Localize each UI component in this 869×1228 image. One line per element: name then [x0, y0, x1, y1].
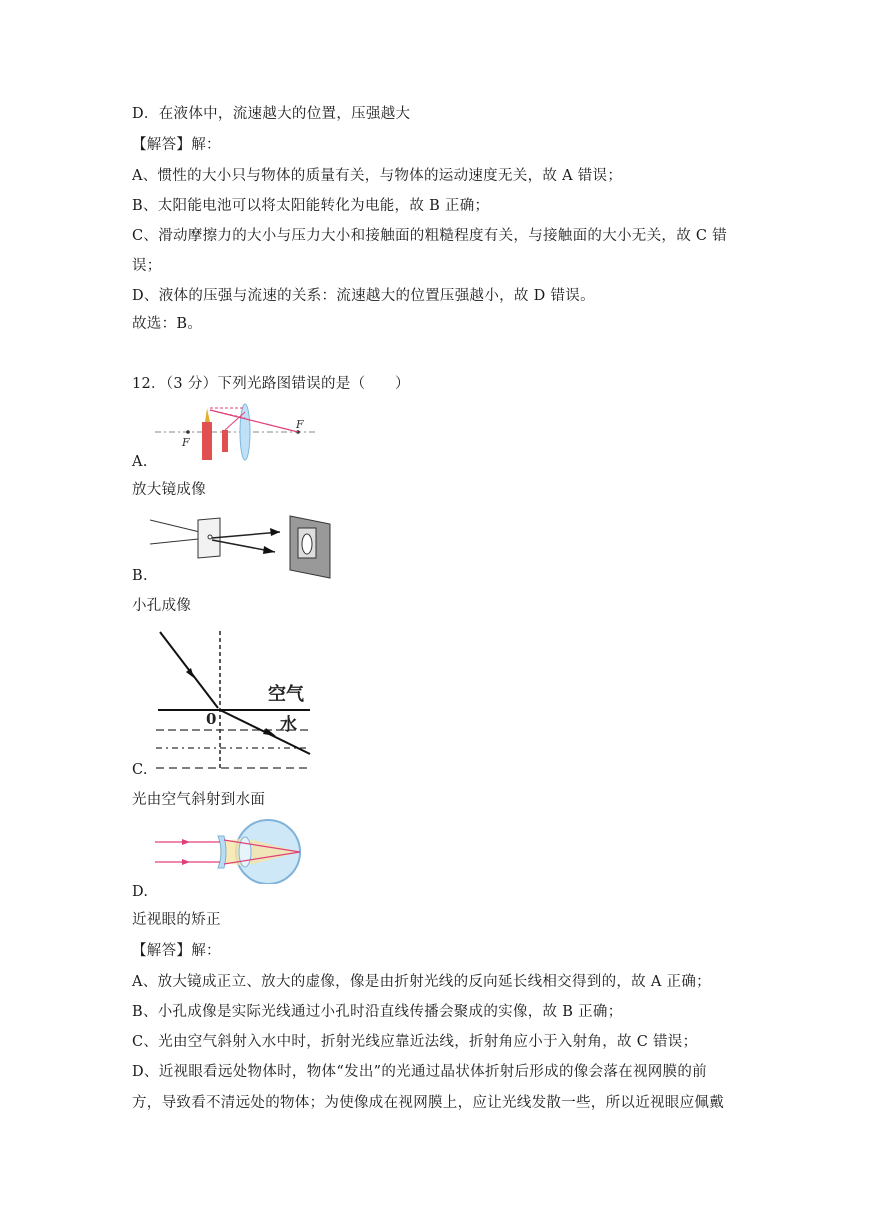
q12-explanation-b: B、小孔成像是实际光线通过小孔时沿直线传播会聚成的实像，故 B 正确； [132, 1004, 623, 1020]
option-d-letter: D. [132, 884, 149, 900]
option-a-letter: A. [132, 454, 148, 470]
pinhole-diagram [150, 512, 340, 582]
eye-lens [239, 837, 251, 867]
air-label: 空气 [268, 684, 304, 705]
option-b-letter: B. [132, 568, 148, 584]
concave-lens [218, 836, 226, 868]
explanation-b: B、太阳能电池可以将太阳能转化为电能，故 B 正确； [132, 198, 490, 214]
magnifier-diagram [150, 400, 320, 464]
answer-label: 【解答】解： [132, 137, 221, 153]
answer-label-12: 【解答】解： [132, 943, 221, 959]
q12-explanation-a: A、放大镜成正立、放大的虚像，像是由折射光线的反向延长线相交得到的，故 A 正确； [132, 974, 711, 990]
explanation-d: D、液体的压强与流速的关系：流速越大的位置压强越小，故 D 错误。 [132, 288, 595, 304]
refraction-diagram [150, 626, 320, 776]
option-d-caption: 近视眼的矫正 [132, 912, 221, 928]
option-a-caption: 放大镜成像 [132, 482, 206, 498]
option-d-text: D．在液体中，流速越大的位置，压强越大 [132, 106, 411, 122]
question-12-stem: 12．（3 分）下列光路图错误的是（ ） [132, 376, 410, 392]
focus-label-right: F [296, 418, 304, 431]
q12-explanation-c: C、光由空气斜射入水中时，折射光线应靠近法线，折射角应小于入射角，故 C 错误； [132, 1034, 698, 1050]
answer-choice: 故选：B。 [132, 316, 203, 332]
image-candle [202, 422, 212, 460]
eye-diagram [150, 818, 310, 884]
option-b-caption: 小孔成像 [132, 598, 192, 614]
explanation-c-cont: 误； [132, 258, 162, 274]
water-label: 水 [280, 715, 297, 735]
explanation-a: A、惯性的大小只与物体的质量有关，与物体的运动速度无关，故 A 错误； [132, 168, 623, 184]
point-o-label: 0 [206, 710, 217, 728]
q12-explanation-d: D、近视眼看远处物体时，物体“发出”的光通过晶状体折射后形成的像会落在视网膜的前 [132, 1064, 707, 1080]
object-candle [222, 430, 228, 452]
option-c-caption: 光由空气斜射到水面 [132, 792, 266, 808]
refracted-ray [210, 410, 298, 432]
explanation-c: C、滑动摩擦力的大小与压力大小和接触面的粗糙程度有关，与接触面的大小无关，故 C 错 [132, 228, 728, 244]
focus-label-left: F [182, 436, 190, 449]
option-c-letter: C. [132, 762, 148, 778]
q12-explanation-d-cont: 方，导致看不清远处的物体；为使像成在视网膜上，应让光线发散一些，所以近视眼应佩戴 [132, 1095, 724, 1111]
